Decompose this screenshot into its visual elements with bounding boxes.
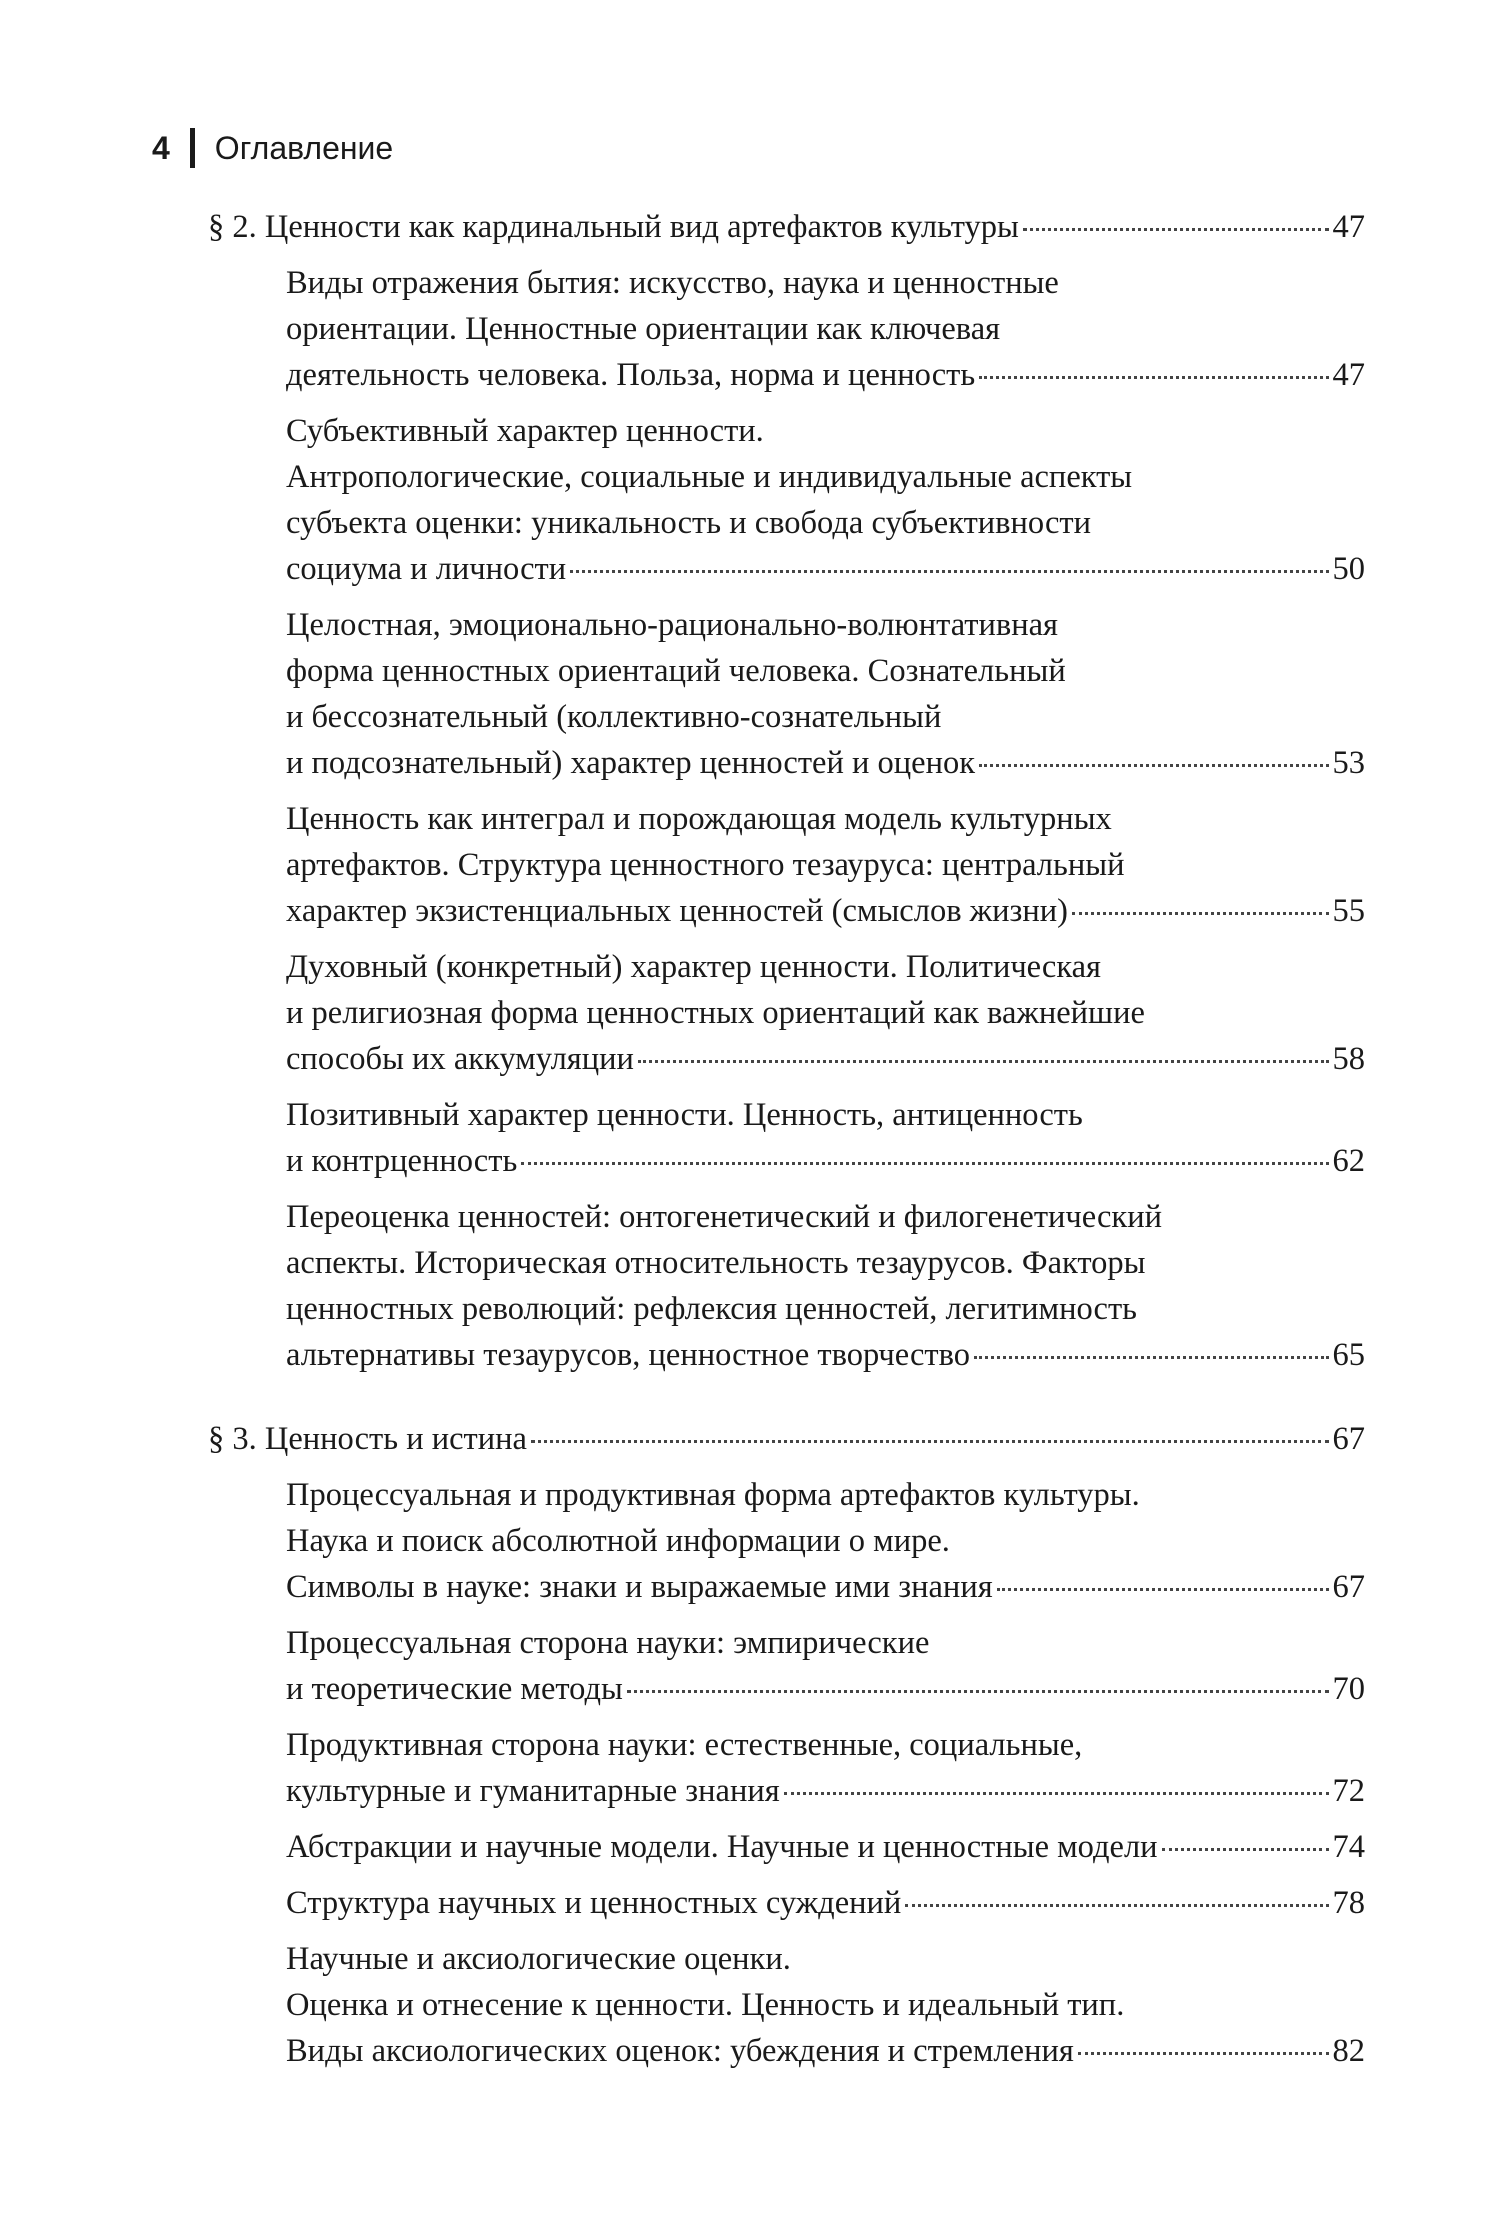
section-3-entries (286, 1472, 1365, 2074)
entry-page-number: 58 (1332, 1041, 1365, 1077)
entry-line: и религиозная форма ценностных ориентаций как важнейшие (286, 995, 1145, 1031)
toc-entry (286, 1194, 1365, 1378)
page-number: 4 (152, 129, 170, 166)
entry-line: артефактов. Структура ценностного тезауруса: центральный (286, 847, 1125, 883)
entry-line: и бессознательный (коллективно-сознательный (286, 699, 942, 735)
entry-page-number: 70 (1332, 1671, 1365, 1707)
header-divider (190, 128, 195, 168)
entry-last-line (286, 1880, 1365, 1926)
running-head (152, 128, 393, 168)
entry-line: Виды аксиологических оценок: убеждения и стремления (286, 2033, 1074, 2069)
table-of-contents (208, 204, 1365, 2084)
entry-page-number: 74 (1332, 1829, 1365, 1865)
entry-line: Наука и поиск абсолютной информации о мире. (286, 1523, 950, 1559)
running-head-title: Оглавление (214, 129, 394, 166)
entry-line: Структура научных и ценностных суждений (286, 1885, 902, 1921)
entry-page-number: 53 (1332, 745, 1365, 781)
dot-leader (974, 1356, 1329, 1359)
dot-leader (1162, 1848, 1329, 1851)
entry-line: Процессуальная сторона науки: эмпирические (286, 1625, 930, 1661)
entry-line: Целостная, эмоционально-рационально-волюнтативная (286, 607, 1058, 643)
section-title: § 2. Ценности как кардинальный вид артефактов культуры (208, 209, 1019, 245)
entry-line: альтернативы тезаурусов, ценностное творчество (286, 1337, 970, 1373)
entry-last-line (286, 546, 1365, 592)
entry-last-line (286, 1332, 1365, 1378)
entry-last-line (286, 1666, 1365, 1712)
toc-entry (286, 408, 1365, 592)
entry-page-number: 82 (1332, 2033, 1365, 2069)
entry-page-number: 65 (1332, 1337, 1365, 1373)
dot-leader (638, 1060, 1329, 1063)
toc-entry (286, 602, 1365, 786)
entry-line: Символы в науке: знаки и выражаемые ими знания (286, 1569, 993, 1605)
entry-line: субъекта оценки: уникальность и свобода субъективности (286, 505, 1091, 541)
section-spacer (208, 1388, 1365, 1416)
toc-entry (286, 1092, 1365, 1184)
dot-leader (905, 1904, 1328, 1907)
dot-leader (1078, 2052, 1329, 2055)
entry-line: социума и личности (286, 551, 567, 587)
entry-page-number: 55 (1332, 893, 1365, 929)
toc-entry (286, 1472, 1365, 1610)
dot-leader (784, 1792, 1329, 1795)
entry-line: Продуктивная сторона науки: естественные, социальные, (286, 1727, 1083, 1763)
dot-leader (997, 1588, 1329, 1591)
entry-line: Субъективный характер ценности. (286, 413, 764, 449)
dot-leader (1023, 228, 1329, 231)
entry-line: Виды отражения бытия: искусство, наука и ценностные (286, 265, 1059, 301)
entry-last-line (286, 1138, 1365, 1184)
entry-last-line (286, 352, 1365, 398)
entry-line: и теоретические методы (286, 1671, 623, 1707)
dot-leader (979, 764, 1328, 767)
dot-leader (627, 1690, 1329, 1693)
entry-page-number: 47 (1332, 357, 1365, 393)
entry-last-line (286, 1824, 1365, 1870)
toc-entry (286, 1824, 1365, 1870)
toc-entry (286, 1880, 1365, 1926)
toc-entry (286, 1620, 1365, 1712)
entry-line: характер экзистенциальных ценностей (смыслов жизни) (286, 893, 1068, 929)
dot-leader (1072, 912, 1329, 915)
toc-entry (286, 1936, 1365, 2074)
entry-line: Процессуальная и продуктивная форма артефактов культуры. (286, 1477, 1140, 1513)
entry-last-line (286, 2028, 1365, 2074)
entry-line: Переоценка ценностей: онтогенетический и филогенетический (286, 1199, 1163, 1235)
entry-line: способы их аккумуляции (286, 1041, 634, 1077)
section-title: § 3. Ценность и истина (208, 1421, 527, 1457)
toc-section-3 (208, 1416, 1365, 1462)
toc-entry (286, 944, 1365, 1082)
dot-leader (521, 1162, 1328, 1165)
entry-page-number: 78 (1332, 1885, 1365, 1921)
entry-line: Позитивный характер ценности. Ценность, антиценность (286, 1097, 1083, 1133)
section-page-number: 47 (1332, 209, 1365, 245)
entry-line: Антропологические, социальные и индивидуальные аспекты (286, 459, 1133, 495)
entry-line: Ценность как интеграл и порождающая модель культурных (286, 801, 1112, 837)
entry-line: деятельность человека. Польза, норма и ценность (286, 357, 976, 393)
toc-entry (286, 796, 1365, 934)
entry-page-number: 67 (1332, 1569, 1365, 1605)
entry-last-line (286, 1768, 1365, 1814)
entry-line: Оценка и отнесение к ценности. Ценность и идеальный тип. (286, 1987, 1125, 2023)
toc-entry (286, 1722, 1365, 1814)
entry-line: и контрценность (286, 1143, 518, 1179)
entry-last-line (286, 1036, 1365, 1082)
entry-line: Духовный (конкретный) характер ценности. Политическая (286, 949, 1102, 985)
entry-last-line (286, 888, 1365, 934)
entry-line: Научные и аксиологические оценки. (286, 1941, 791, 1977)
entry-page-number: 62 (1332, 1143, 1365, 1179)
entry-line: форма ценностных ориентаций человека. Сознательный (286, 653, 1066, 689)
entry-page-number: 50 (1332, 551, 1365, 587)
entry-line: Абстракции и научные модели. Научные и ценностные модели (286, 1829, 1158, 1865)
dot-leader (979, 376, 1328, 379)
entry-page-number: 72 (1332, 1773, 1365, 1809)
section-page-number: 67 (1332, 1421, 1365, 1457)
entry-line: и подсознательный) характер ценностей и оценок (286, 745, 976, 781)
entry-line: аспекты. Историческая относительность тезаурусов. Факторы (286, 1245, 1146, 1281)
entry-line: ориентации. Ценностные ориентации как ключевая (286, 311, 1001, 347)
entry-last-line (286, 740, 1365, 786)
section-2-entries (286, 260, 1365, 1378)
toc-section-2 (208, 204, 1365, 250)
entry-last-line (286, 1564, 1365, 1610)
entry-line: ценностных революций: рефлексия ценностей, легитимность (286, 1291, 1137, 1327)
toc-entry (286, 260, 1365, 398)
dot-leader (531, 1440, 1329, 1443)
dot-leader (570, 570, 1328, 573)
entry-line: культурные и гуманитарные знания (286, 1773, 780, 1809)
